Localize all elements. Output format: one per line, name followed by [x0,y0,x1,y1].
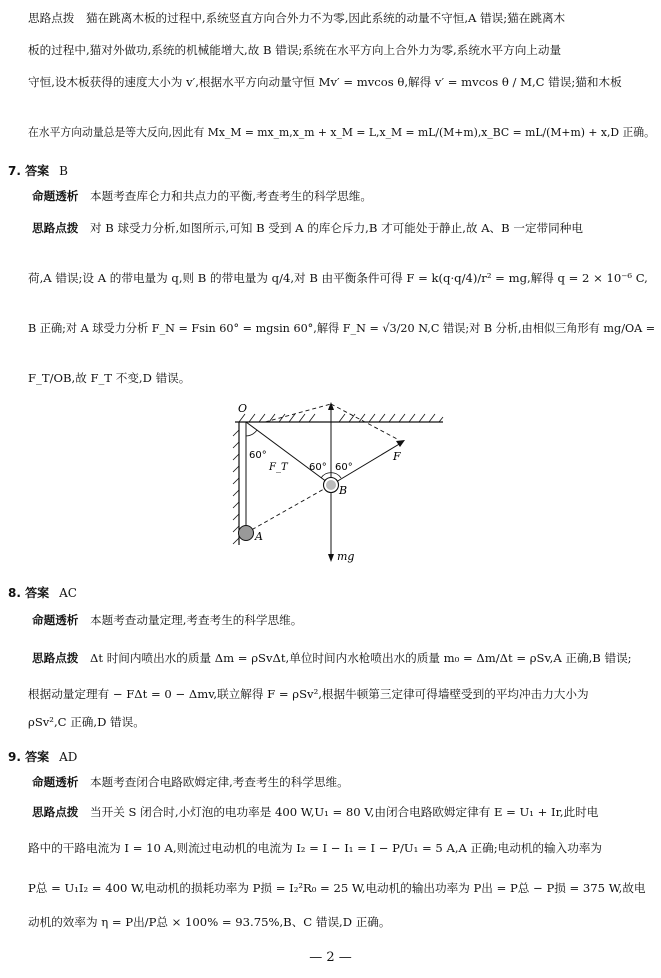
force-diagram [225,400,455,570]
q9-answer-heading: 9. 答案 AD [8,750,78,764]
q6-line-4: 在水平方向动量总是等大反向,因此有 Mx_M = mx_m,x_m + x_M = L,x_M = mL/(M+m),x_BC = mL/(M+m) + x,D 正确。 [28,125,655,139]
arrow-up [328,402,334,410]
q7-answer-heading: 7. 答案 B [8,164,68,178]
q8-analysis-line-3: ρSv²,C 正确,D 错误。 [28,715,145,729]
label-A: A [255,530,263,543]
ball-B-shade [326,480,336,490]
q7-analysis-line-3: B 正确;对 A 球受力分析 F_N = Fsin 60° = mgsin 60°,解得 F_N = √3/20 N,C 错误;对 B 分析,由相似三角形有 mg/OA = [28,321,656,335]
q9-analysis-line-4: 动机的效率为 η = P出/P总 × 100% = 93.75%,B、C 错误,D 正确。 [28,915,391,929]
dashed-AB [246,485,331,533]
q8-intent: 命题透析 本题考查动量定理,考查考生的科学思维。 [32,613,303,627]
q6-line-2: 板的过程中,猫对外做功,系统的机械能增大,故 B 错误;系统在水平方向上合外力为零,系统水平方向上动量 [28,43,562,57]
q9-analysis-line-3: P总 = U₁I₂ = 400 W,电动机的损耗功率为 P损 = I₂²R₀ = 25 W,电动机的输出功率为 P出 = P总 − P损 = 375 W,故电 [28,881,646,895]
q6-line-1: 思路点拨 猫在跳离木板的过程中,系统竖直方向合外力不为零,因此系统的动量不守恒,A 错误;猫在跳离木 [28,11,566,25]
q8-analysis-line-2: 根据动量定理有 − FΔt = 0 − Δmv,联立解得 F = ρSv²,根据牛顿第三定律可得墙壁受到的平均冲击力大小为 [28,687,589,701]
force-F-arrow [396,440,405,447]
q7-analysis-line-4: F_T/OB,故 F_T 不变,D 错误。 [28,371,191,385]
q9-analysis-line-1: 思路点拨 当开关 S 闭合时,小灯泡的电功率是 400 W,U₁ = 80 V,由闭合电路欧姆定律有 E = U₁ + Ir,此时电 [32,805,599,819]
q9-intent: 命题透析 本题考查闭合电路欧姆定律,考查考生的科学思维。 [32,775,349,789]
angle-arc-O [246,430,257,436]
page-number: — 2 — [309,950,352,965]
label-FT: F_T [269,462,288,473]
label-F: F [393,450,401,463]
wall-hatch [233,430,239,544]
ball-A [239,526,254,541]
q9-analysis-line-2: 路中的干路电流为 I = 10 A,则流过电动机的电流为 I₂ = I − I₁ = I − P/U₁ = 5 A,A 正确;电动机的输入功率为 [28,841,603,855]
label-angle-O: 60° [249,450,267,461]
dashed-top-left [265,404,331,422]
q6-line-3: 守恒,设木板获得的速度大小为 v′,根据水平方向动量守恒 Mv′ = mvcos θ,解得 v′ = mvcos θ / M,C 错误;猫和木板 [28,75,622,89]
label-angle-B-left: 60° [309,462,327,473]
q7-intent: 命题透析 本题考查库仑力和共点力的平衡,考查考生的科学思维。 [32,189,372,203]
label-mg: mg [337,550,355,563]
q8-analysis-line-1: 思路点拨 Δt 时间内喷出水的质量 Δm = ρSvΔt,单位时间内水枪喷出水的质量 m₀ = Δm/Δt = ρSv,A 正确,B 错误; [32,651,632,665]
label-angle-B-right: 60° [335,462,353,473]
label-B: B [339,484,348,497]
label-O: O [238,402,248,415]
mg-arrow [328,554,334,562]
ceiling-hatch [239,414,443,422]
q8-answer-heading: 8. 答案 AC [8,586,77,600]
q7-analysis-line-1: 思路点拨 对 B 球受力分析,如图所示,可知 B 受到 A 的库仑斥力,B 才可能处于静止,故 A、B 一定带同种电 [32,221,583,235]
q7-analysis-line-2: 荷,A 错误;设 A 的带电量为 q,则 B 的带电量为 q/4,对 B 由平衡条件可得 F = k(q·q/4)/r² = mg,解得 q = 2 × 10⁻⁶ C, [28,271,648,285]
